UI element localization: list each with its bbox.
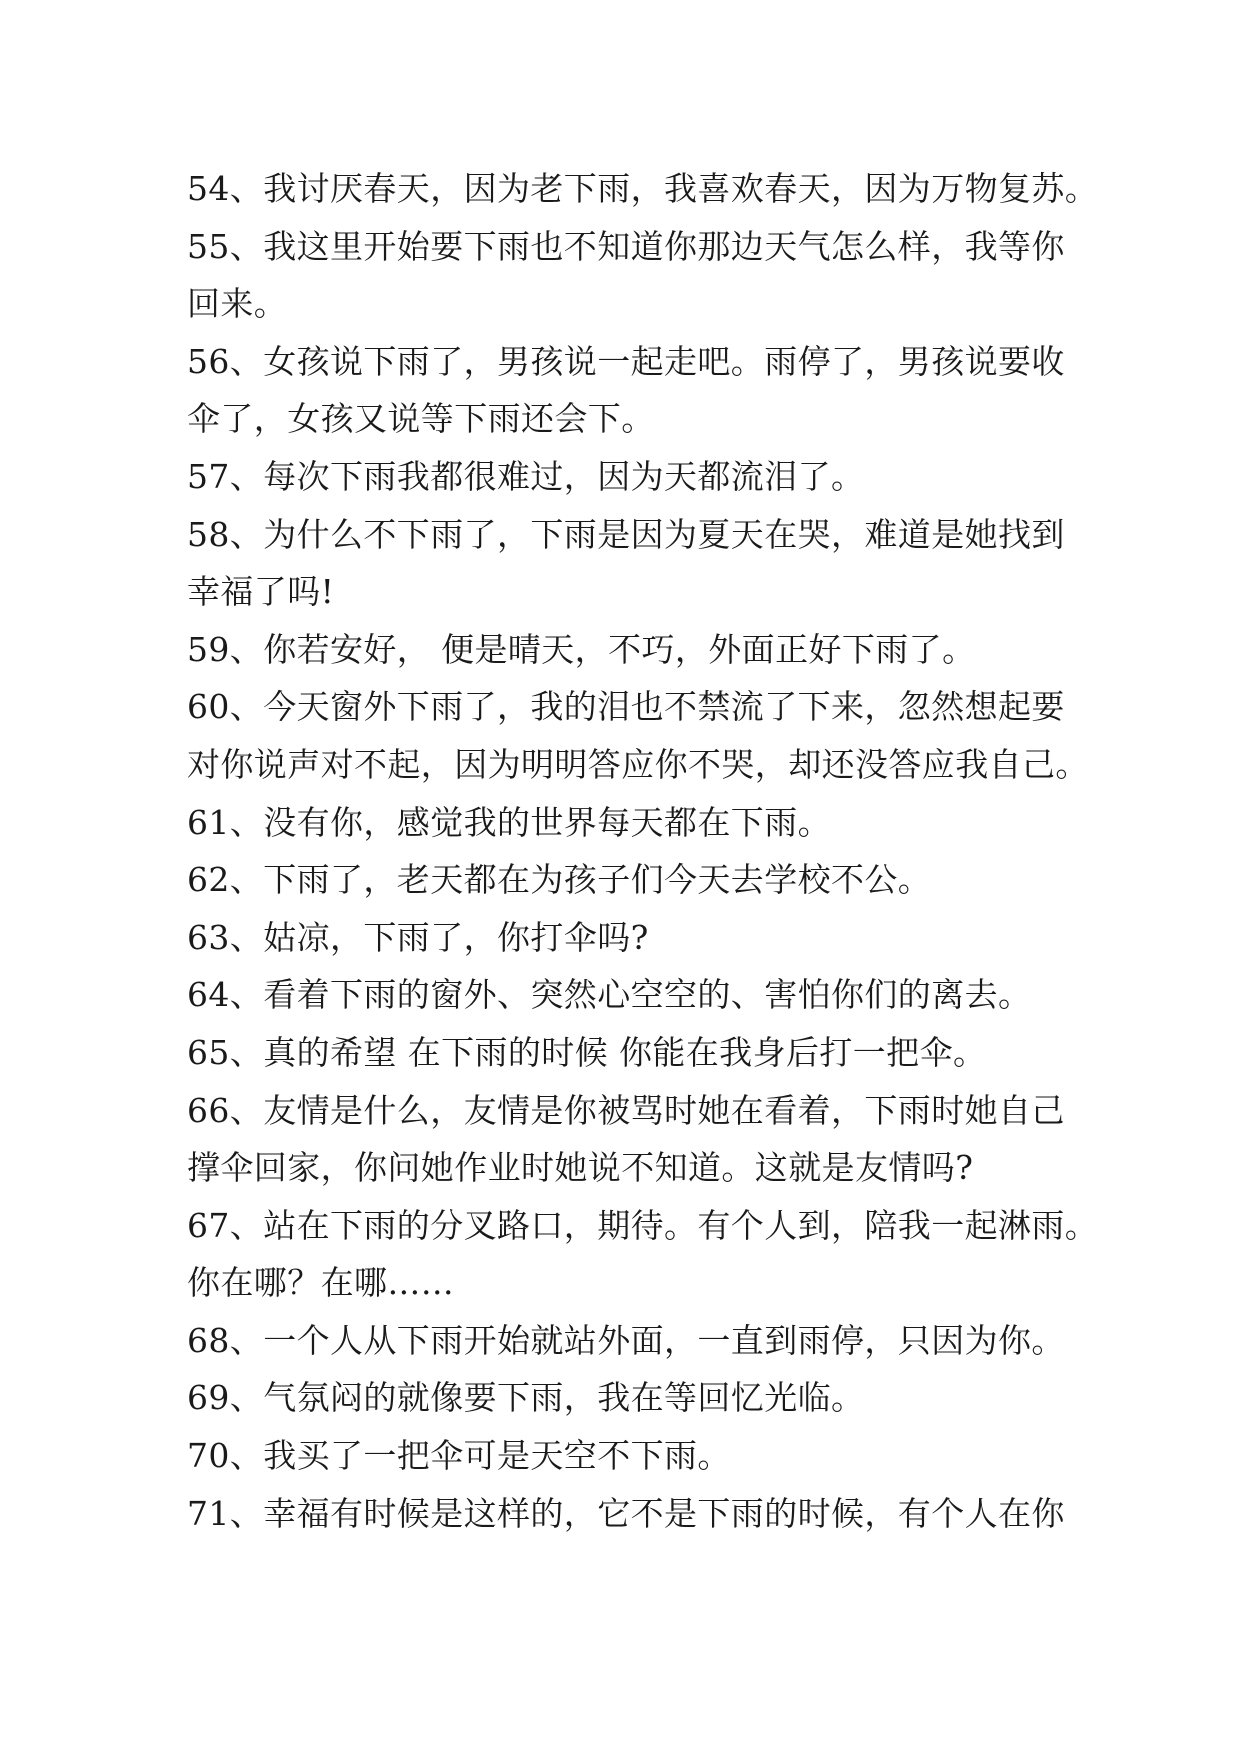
text-line-11: 对你说声对不起，因为明明答应你不哭，却还没答应我自己。 bbox=[187, 744, 1089, 784]
text-line-18: 撑伞回家，你问她作业时她说不知道。这就是友情吗? bbox=[187, 1148, 974, 1188]
text-line-15: 64、看着下雨的窗外、突然心空空的、害怕你们的离去。 bbox=[187, 975, 1032, 1015]
text-line-9: 59、你若安好， 便是晴天，不巧，外面正好下雨了。 bbox=[187, 629, 976, 669]
text-line-3: 回来。 bbox=[187, 284, 288, 324]
text-line-17: 66、友情是什么，友情是你被骂时她在看着，下雨时她自己 bbox=[187, 1090, 1065, 1130]
text-line-7: 58、为什么不下雨了，下雨是因为夏天在哭，难道是她找到 bbox=[187, 514, 1065, 554]
text-line-2: 55、我这里开始要下雨也不知道你那边天气怎么样，我等你 bbox=[187, 226, 1065, 266]
text-line-20: 你在哪？在哪…… bbox=[187, 1263, 455, 1303]
text-line-23: 70、我买了一把伞可是天空不下雨。 bbox=[187, 1436, 731, 1476]
text-line-1: 54、我讨厌春天，因为老下雨，我喜欢春天，因为万物复苏。 bbox=[187, 169, 1099, 208]
text-line-13: 62、下雨了，老天都在为孩子们今天去学校不公。 bbox=[187, 860, 932, 900]
text-line-8: 幸福了吗! bbox=[187, 572, 335, 612]
text-line-6: 57、每次下雨我都很难过，因为天都流泪了。 bbox=[187, 456, 865, 496]
text-line-16: 65、真的希望 在下雨的时候 你能在我身后打一把伞。 bbox=[187, 1032, 987, 1072]
text-line-4: 56、女孩说下雨了，男孩说一起走吧。雨停了，男孩说要收 bbox=[187, 341, 1065, 381]
text-line-22: 69、气氛闷的就像要下雨，我在等回忆光临。 bbox=[187, 1378, 865, 1418]
text-line-12: 61、没有你，感觉我的世界每天都在下雨。 bbox=[187, 802, 831, 842]
document-body bbox=[187, 160, 1099, 1542]
text-line-14: 63、姑凉，下雨了，你打伞吗? bbox=[187, 917, 649, 957]
text-line-19: 67、站在下雨的分叉路口，期待。有个人到，陪我一起淋雨。 bbox=[187, 1205, 1099, 1245]
text-line-24: 71、幸福有时候是这样的，它不是下雨的时候，有个人在你 bbox=[187, 1493, 1065, 1533]
text-line-5: 伞了，女孩又说等下雨还会下。 bbox=[187, 399, 655, 439]
text-line-10: 60、今天窗外下雨了，我的泪也不禁流了下来，忽然想起要 bbox=[187, 687, 1065, 727]
text-line-21: 68、一个人从下雨开始就站外面，一直到雨停，只因为你。 bbox=[187, 1320, 1065, 1360]
